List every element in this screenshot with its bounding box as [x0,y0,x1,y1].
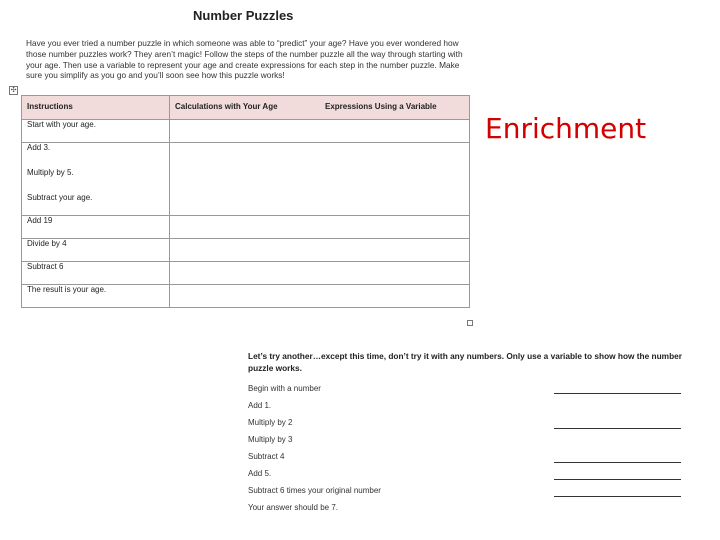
instruction-cell: Add 19 [22,216,170,239]
instruction-cell-group [22,143,170,216]
list-item: Subtract 4 [248,452,285,461]
instruction-line: Add 3. [27,143,51,152]
list-item: Subtract 6 times your original number [248,486,381,495]
list-item: Add 1. [248,401,272,410]
table-row [22,143,470,216]
page-title: Number Puzzles [193,8,294,23]
answer-cell[interactable] [170,262,470,285]
answer-cell[interactable] [170,120,470,143]
instruction-cell: Start with your age. [22,120,170,143]
header-calculations: Calculations with Your Age [175,102,278,111]
part2-steps [248,384,381,520]
table-move-handle-icon[interactable]: ✣ [10,87,17,94]
answer-cell[interactable] [170,216,470,239]
instruction-line: Multiply by 5. [27,168,74,177]
puzzle-table [21,95,470,308]
intro-paragraph: Have you ever tried a number puzzle in which someone was able to “predict” your age? Have you ever wondered how those number puzzles work? They aren’t magic! Follow the steps of the number puzzle all the way through starting with your age. Then use a variable to represent your age and create expressions for each step in the number puzzle. Make sure you simplify as you go and you’ll soon see how this puzzle works! [26,38,463,81]
header-instructions: Instructions [22,96,170,120]
answer-blank-line[interactable] [554,393,681,394]
table-row [22,262,470,285]
answer-blank-line[interactable] [554,496,681,497]
answer-blank-line[interactable] [554,428,681,429]
answer-cell[interactable] [170,143,470,216]
part2-title: Let’s try another…except this time, don’t try it with any numbers. Only use a variable to show how the number puzzle works. [248,351,682,373]
table-resize-handle[interactable] [467,320,473,326]
table-row [22,216,470,239]
table-row [22,120,470,143]
header-expressions: Expressions Using a Variable [325,102,437,111]
list-item: Multiply by 3 [248,435,293,444]
answer-blank-line[interactable] [554,479,681,480]
list-item: Begin with a number [248,384,321,393]
answer-cell[interactable] [170,239,470,262]
list-item: Your answer should be 7. [248,503,338,512]
header-calc-expr [170,96,470,120]
enrichment-label: Enrichment [485,112,647,145]
instruction-cell: The result is your age. [22,285,170,308]
table-row [22,285,470,308]
instruction-cell: Subtract 6 [22,262,170,285]
list-item: Add 5. [248,469,272,478]
instruction-cell: Divide by 4 [22,239,170,262]
answer-cell[interactable] [170,285,470,308]
instruction-line: Subtract your age. [27,193,93,202]
list-item: Multiply by 2 [248,418,293,427]
table-row [22,239,470,262]
answer-blank-line[interactable] [554,462,681,463]
